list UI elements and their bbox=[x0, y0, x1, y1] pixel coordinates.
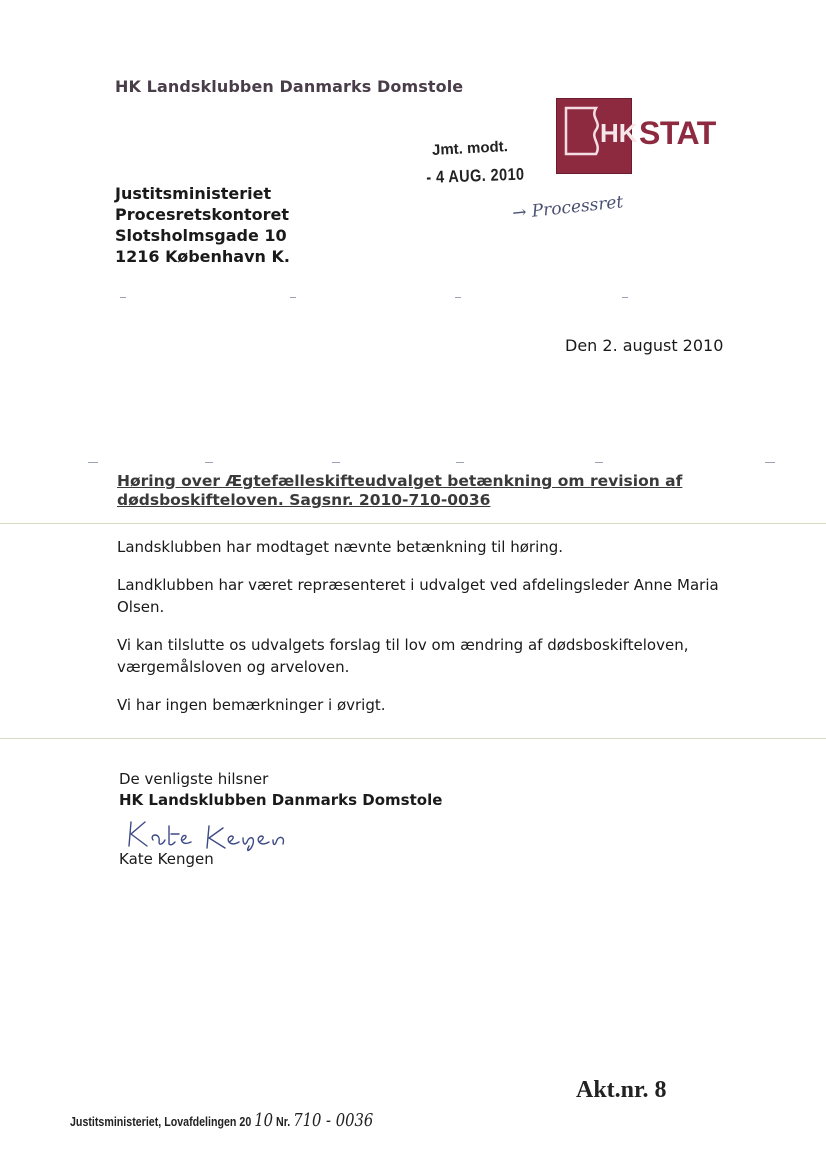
body-paragraph: Vi har ingen bemærkninger i øvrigt. bbox=[117, 696, 386, 714]
scan-speck bbox=[595, 462, 603, 463]
body-paragraph: Landklubben har været repræsenteret i udvalget ved afdelingsleder Anne Maria Olsen. bbox=[117, 576, 719, 616]
handwritten-note: → Processret bbox=[511, 192, 625, 224]
letter-date: Den 2. august 2010 bbox=[565, 336, 724, 355]
received-stamp-title: Jmt. modt. bbox=[431, 138, 509, 159]
scan-speck bbox=[765, 462, 775, 463]
letter-body bbox=[117, 536, 737, 732]
puzzle-icon bbox=[556, 98, 638, 174]
scan-speck bbox=[456, 462, 464, 463]
scan-speck bbox=[88, 462, 98, 463]
footer-nr-label: Nr. bbox=[275, 1114, 291, 1129]
body-paragraph: Vi kan tilslutte os udvalgets forslag til lov om ændring af dødsboskifteloven, værgemålsloven og arveloven. bbox=[117, 636, 689, 676]
footer-registry bbox=[70, 1110, 373, 1131]
file-number: Akt.nr. 8 bbox=[576, 1077, 667, 1103]
received-stamp-date: - 4 AUG. 2010 bbox=[426, 164, 525, 187]
svg-text:HK: HK bbox=[600, 118, 638, 148]
address-line: Justitsministeriet bbox=[115, 184, 272, 203]
recipient-address bbox=[115, 183, 290, 267]
closing-greeting: De venligste hilsner bbox=[119, 770, 269, 788]
logo-box bbox=[556, 98, 638, 174]
scan-line bbox=[0, 523, 826, 524]
address-line: Procesretskontoret bbox=[115, 205, 290, 224]
address-line: 1216 København K. bbox=[115, 247, 290, 266]
handwritten-signature bbox=[125, 816, 300, 852]
scan-speck bbox=[290, 297, 296, 298]
scan-speck bbox=[455, 297, 461, 298]
signer-name: Kate Kengen bbox=[119, 850, 214, 868]
footer-printed: Justitsministeriet, Lovafdelingen 20 bbox=[70, 1114, 252, 1129]
footer-nr: 710 - 0036 bbox=[293, 1110, 374, 1131]
sender-name: HK Landsklubben Danmarks Domstole bbox=[115, 77, 464, 96]
footer-year: 10 bbox=[254, 1110, 274, 1131]
closing-org: HK Landsklubben Danmarks Domstole bbox=[119, 791, 443, 809]
scan-speck bbox=[622, 297, 628, 298]
hk-stat-logo bbox=[556, 98, 716, 176]
scan-speck bbox=[205, 462, 213, 463]
scan-speck bbox=[332, 462, 340, 463]
address-line: Slotsholmsgade 10 bbox=[115, 226, 287, 245]
body-paragraph: Landsklubben har modtaget nævnte betænkning til høring. bbox=[117, 538, 564, 556]
scan-speck bbox=[120, 297, 126, 298]
letter-subject: Høring over Ægtefælleskifteudvalget betænkning om revision af dødsboskifteloven. Sagsnr. 2010-710-0036 bbox=[117, 472, 683, 509]
scan-line bbox=[0, 738, 826, 739]
logo-text: STAT bbox=[639, 115, 716, 151]
closing-block bbox=[119, 769, 442, 811]
